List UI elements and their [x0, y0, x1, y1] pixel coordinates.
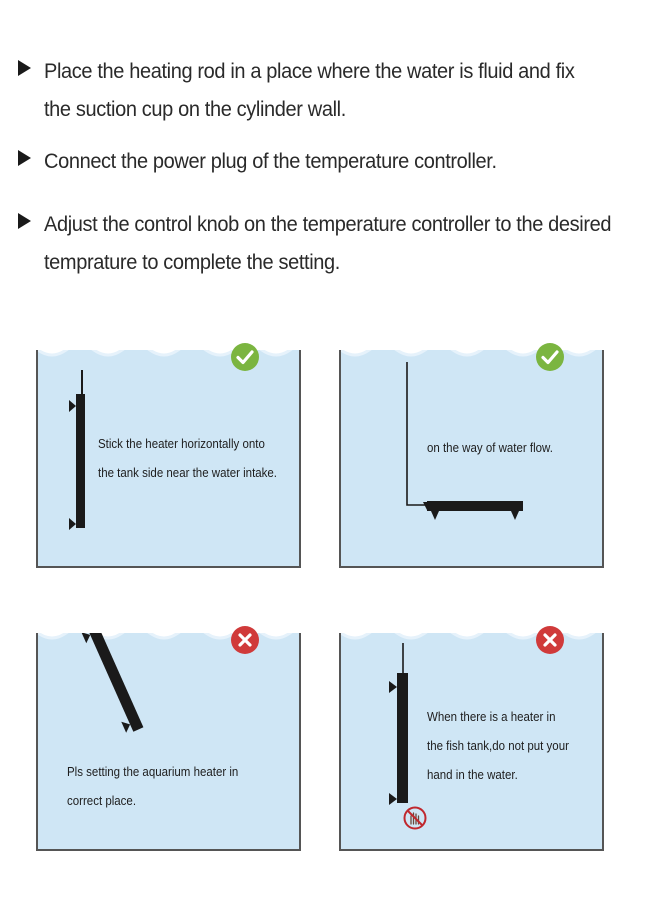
arrow-bullet-icon — [18, 213, 31, 229]
arrow-bullet-icon — [18, 150, 31, 166]
arrow-bullet-icon — [18, 60, 31, 76]
cross-icon — [230, 625, 260, 655]
heater-rod — [397, 673, 408, 803]
heater-rod — [76, 394, 85, 528]
caption-line: on the way of water flow. — [427, 441, 553, 455]
tank-panel-correct-horizontal — [339, 350, 604, 565]
instruction-2 — [18, 142, 638, 180]
instruction-line: Connect the power plug of the temperature controller. — [44, 149, 497, 173]
caption-line: hand in the water. — [427, 768, 518, 782]
caption-line: the fish tank,do not put your — [427, 739, 569, 753]
caption-line: When there is a heater in — [427, 710, 556, 724]
instruction-1 — [18, 52, 638, 128]
caption-line: Stick the heater horizontally onto — [98, 437, 265, 451]
caption-line: the tank side near the water intake. — [98, 466, 277, 480]
instruction-line: temprature to complete the setting. — [44, 250, 340, 274]
cross-icon — [535, 625, 565, 655]
no-hand-icon — [402, 805, 428, 831]
instruction-line: Adjust the control knob on the temperature controller to the desired — [44, 212, 612, 236]
instruction-3 — [18, 205, 638, 281]
caption-line: correct place. — [67, 794, 137, 808]
instruction-line: the suction cup on the cylinder wall. — [44, 97, 346, 121]
caption-line: Pls setting the aquarium heater in — [67, 765, 239, 779]
tank-panel-correct-vertical — [36, 350, 301, 565]
check-icon — [230, 342, 260, 372]
check-icon — [535, 342, 565, 372]
instruction-line: Place the heating rod in a place where the water is fluid and fix — [44, 59, 575, 83]
tank-panel-wrong-hand — [339, 633, 604, 848]
tank-illustration — [36, 633, 301, 851]
tank-panel-wrong-slanted — [36, 633, 301, 848]
heater-rod — [427, 501, 523, 511]
